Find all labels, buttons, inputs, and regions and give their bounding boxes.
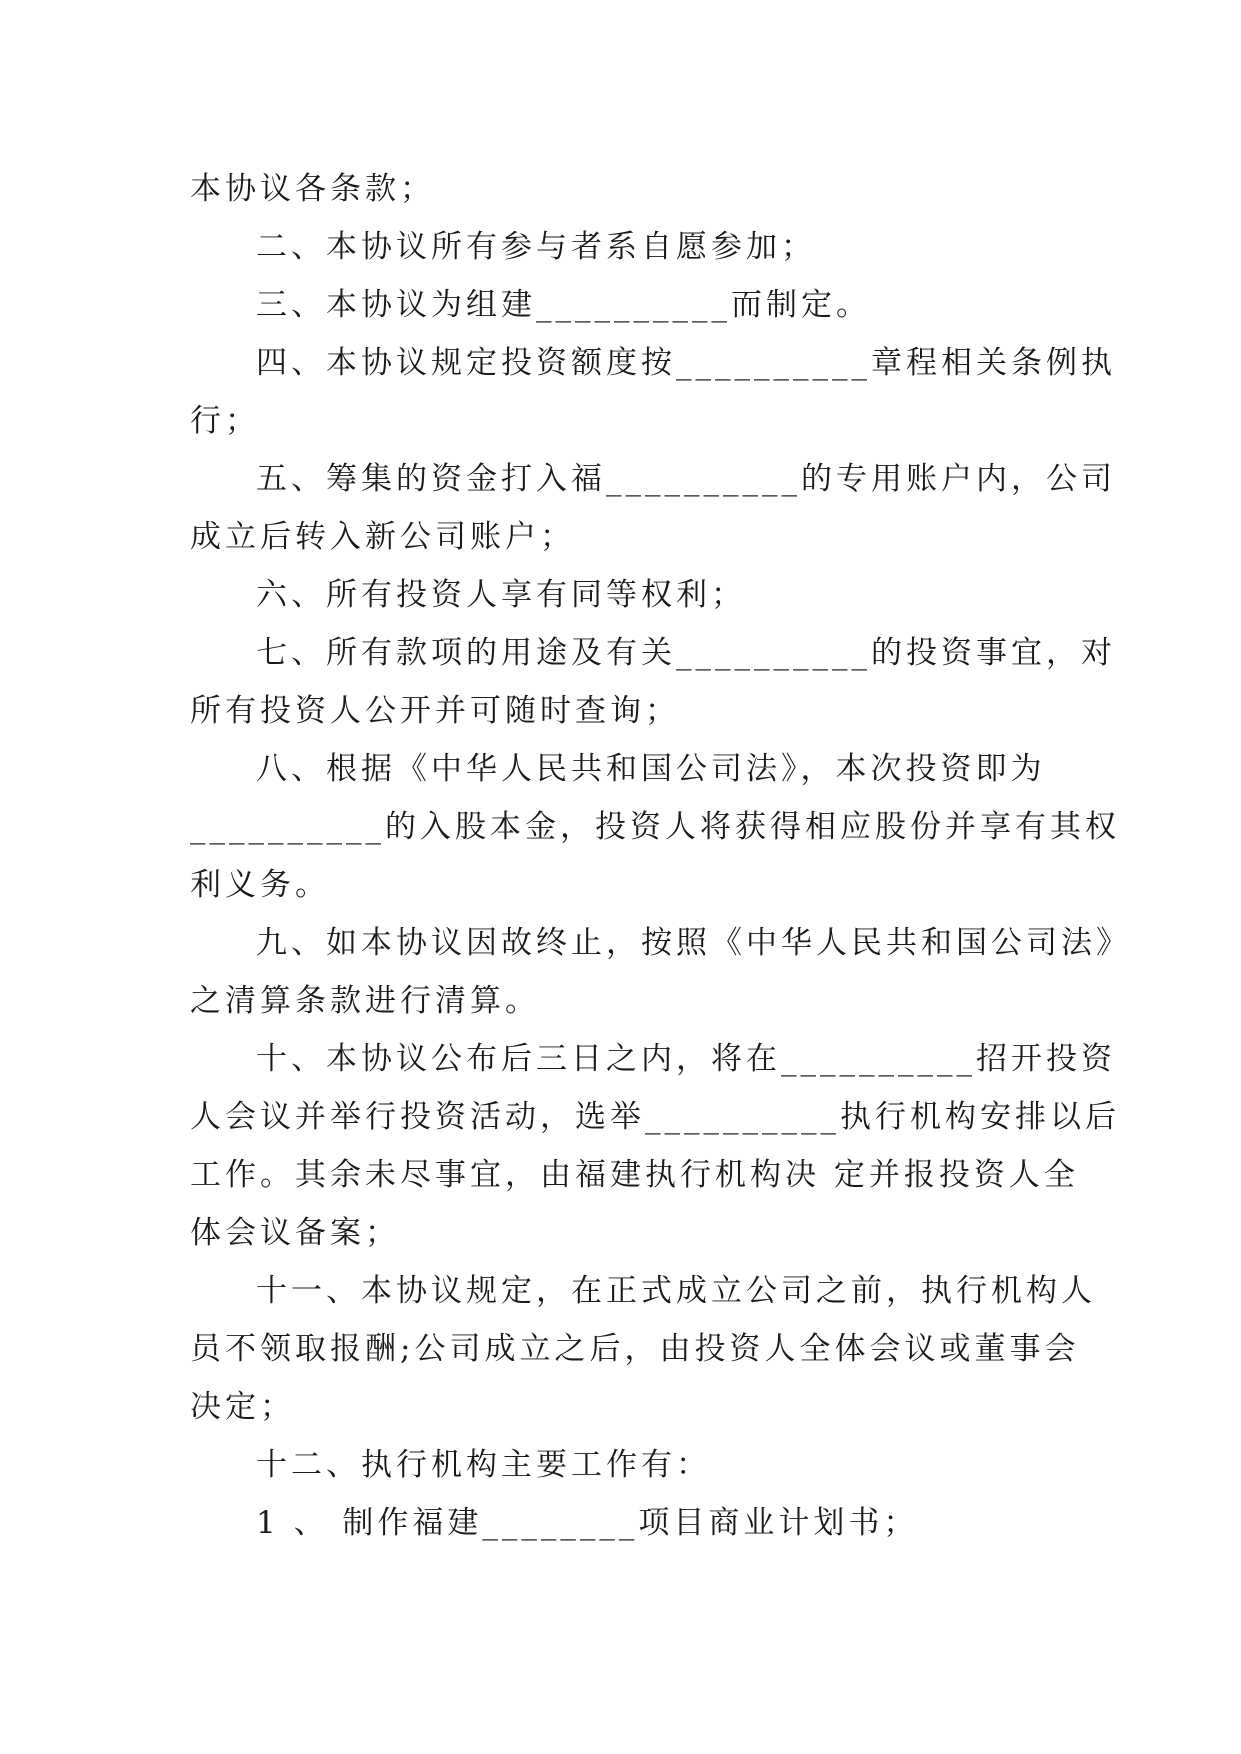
text-line: __________的入股本金，投资人将获得相应股份并享有其权 <box>190 809 1120 845</box>
text-line: 二、本协议所有参与者系自愿参加； <box>256 229 816 265</box>
text-line: 八、根据《中华人民共和国公司法》，本次投资即为 <box>256 751 1046 787</box>
text-line: 四、本协议规定投资额度按__________章程相关条例执 <box>256 345 1116 381</box>
text-line: 行； <box>190 403 260 439</box>
text-line: 人会议并举行投资活动，选举__________执行机构安排以后 <box>190 1099 1120 1135</box>
text-line: 十一、本协议规定，在正式成立公司之前，执行机构人 <box>256 1273 1096 1309</box>
text-line: 三、本协议为组建__________而制定。 <box>256 287 871 323</box>
text-line: 所有投资人公开并可随时查询； <box>190 693 680 729</box>
text-line: 六、所有投资人享有同等权利； <box>256 577 746 613</box>
text-line: 决定； <box>190 1389 295 1425</box>
text-line: 七、所有款项的用途及有关__________的投资事宜，对 <box>256 635 1116 671</box>
text-line: 1 、 制作福建________项目商业计划书； <box>256 1505 919 1541</box>
text-line: 利义务。 <box>190 867 330 903</box>
text-line: 本协议各条款； <box>190 171 435 207</box>
text-line: 员不领取报酬;公司成立之后，由投资人全体会议或董事会 <box>190 1331 1080 1367</box>
text-line: 九、如本协议因故终止，按照《中华人民共和国公司法》 <box>256 925 1131 961</box>
text-line: 十二、执行机构主要工作有： <box>256 1447 711 1483</box>
text-line: 成立后转入新公司账户； <box>190 519 575 555</box>
text-line: 之清算条款进行清算。 <box>190 983 540 1019</box>
text-line: 五、筹集的资金打入福__________的专用账户内，公司 <box>256 461 1116 497</box>
text-line: 工作。其余未尽事宜，由福建执行机构决 定并报投资人全 <box>190 1157 1079 1193</box>
text-line: 十、本协议公布后三日之内，将在__________招开投资 <box>256 1041 1116 1077</box>
text-line: 体会议备案； <box>190 1215 400 1251</box>
document-body <box>190 160 1131 1552</box>
